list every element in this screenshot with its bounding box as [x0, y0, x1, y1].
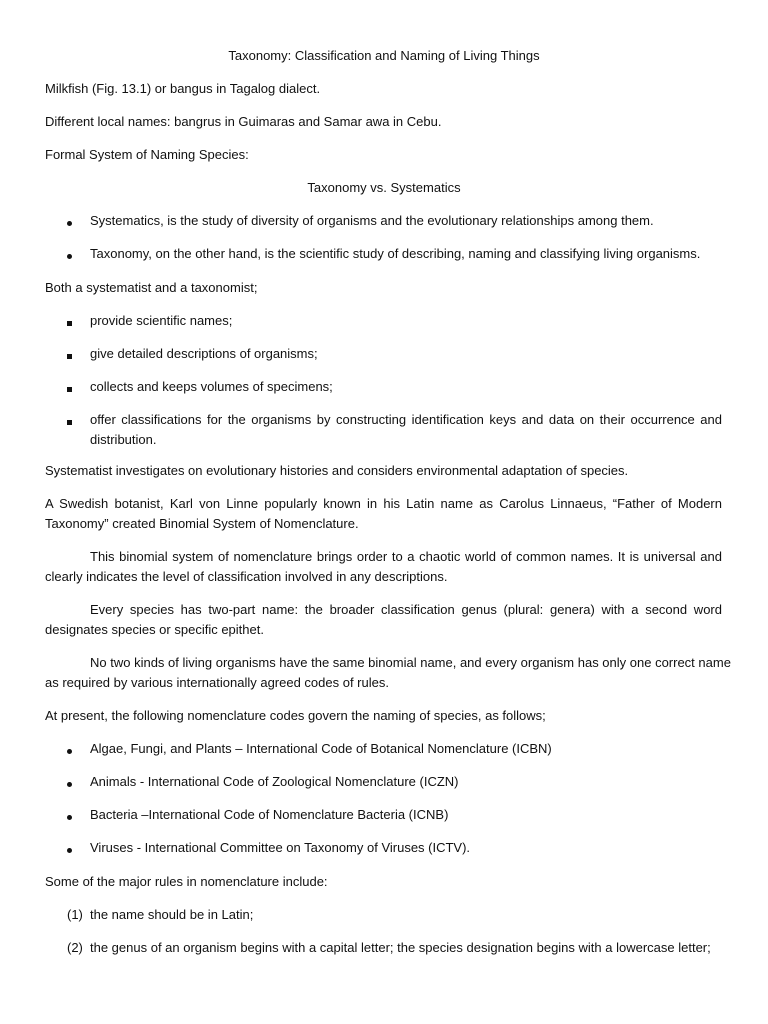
bullet-dot-icon — [67, 214, 72, 230]
bullet-square-icon — [67, 380, 72, 396]
codes-intro: At present, the following nomenclature codes govern the naming of species, as follows; — [45, 708, 546, 723]
linnaeus-line-1: A Swedish botanist, Karl von Linne popularly known in his Latin name as Carolus Linnaeus, “Father of Modern — [45, 496, 722, 511]
duty-line-1: offer classifications for the organisms by constructing identification keys and data on their occurrence and — [90, 412, 722, 427]
code-item: Algae, Fungi, and Plants – International Code of Botanical Nomenclature (ICBN) — [90, 741, 552, 756]
bullet-square-icon — [67, 347, 72, 363]
page-title: Taxonomy: Classification and Naming of Living Things — [228, 48, 540, 63]
duty-line-2: distribution. — [90, 432, 157, 447]
rule-text: the name should be in Latin; — [90, 907, 254, 922]
duty-item: give detailed descriptions of organisms; — [90, 346, 318, 361]
bullet-square-icon — [67, 314, 72, 330]
bullet-dot-icon — [67, 841, 72, 857]
both-intro: Both a systematist and a taxonomist; — [45, 280, 258, 295]
duty-item-multiline — [90, 410, 722, 450]
paragraph-1-line-1: This binomial system of nomenclature brings order to a chaotic world of common names. It is universal and — [90, 549, 722, 564]
rule-text: the genus of an organism begins with a capital letter; the species designation begins with a lowercase letter; — [90, 940, 711, 955]
rule-number: (2) — [67, 940, 83, 955]
bullet-square-icon — [67, 413, 72, 429]
bullet-dot-icon — [67, 775, 72, 791]
paragraph-1-line-2: clearly indicates the level of classification involved in any descriptions. — [45, 569, 448, 584]
code-item: Bacteria –International Code of Nomenclature Bacteria (ICNB) — [90, 807, 449, 822]
bullet-dot-icon — [67, 742, 72, 758]
code-item: Viruses - International Committee on Taxonomy of Viruses (ICTV). — [90, 840, 471, 855]
intro-line-3: Formal System of Naming Species: — [45, 147, 249, 162]
bullet-dot-icon — [67, 247, 72, 263]
definition-systematics: Systematics, is the study of diversity of organisms and the evolutionary relationships among them. — [90, 213, 654, 228]
paragraph-3-line-1: No two kinds of living organisms have the same binomial name, and every organism has only one correct name — [90, 655, 731, 670]
subheading: Taxonomy vs. Systematics — [307, 180, 461, 195]
code-item: Animals - International Code of Zoological Nomenclature (ICZN) — [90, 774, 459, 789]
definition-taxonomy: Taxonomy, on the other hand, is the scientific study of describing, naming and classifying living organisms. — [90, 246, 701, 261]
bullet-dot-icon — [67, 808, 72, 824]
paragraph-2-line-1: Every species has two-part name: the broader classification genus (plural: genera) with a second word — [90, 602, 722, 617]
intro-line-1: Milkfish (Fig. 13.1) or bangus in Tagalog dialect. — [45, 81, 321, 96]
rules-intro: Some of the major rules in nomenclature include: — [45, 874, 328, 889]
paragraph-2-line-2: designates species or specific epithet. — [45, 622, 264, 637]
intro-line-2: Different local names: bangrus in Guimaras and Samar awa in Cebu. — [45, 114, 442, 129]
duty-item: provide scientific names; — [90, 313, 233, 328]
linnaeus-line-2: Taxonomy” created Binomial System of Nomenclature. — [45, 516, 359, 531]
rule-number: (1) — [67, 907, 83, 922]
duty-item: collects and keeps volumes of specimens; — [90, 379, 333, 394]
paragraph-3-line-2: as required by various internationally agreed codes of rules. — [45, 675, 389, 690]
systematist-line: Systematist investigates on evolutionary histories and considers environmental adaptation of species. — [45, 463, 629, 478]
